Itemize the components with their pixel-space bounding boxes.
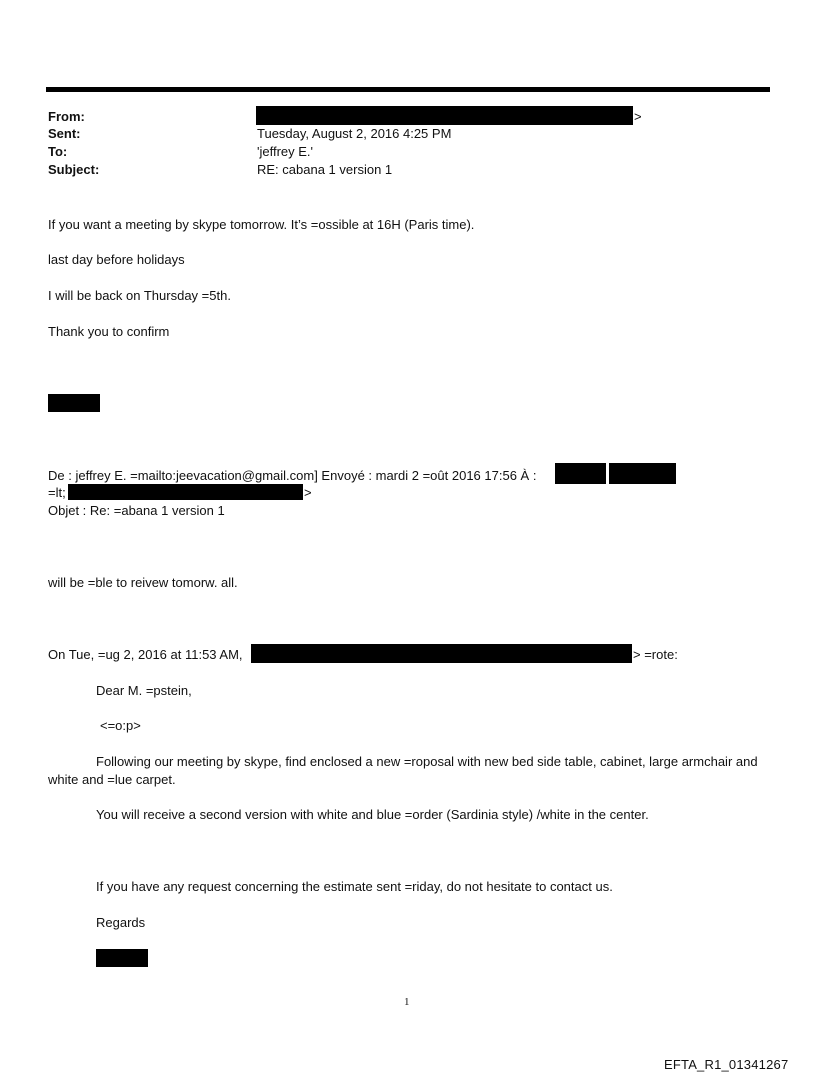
sent-value: Tuesday, August 2, 2016 4:25 PM [257, 126, 452, 141]
body-line-4: Thank you to confirm [48, 324, 170, 339]
redaction-to-1 [555, 463, 606, 484]
body-line-3: I will be back on Thursday =5th. [48, 288, 231, 303]
quoted-on-suffix: > =rote: [633, 647, 678, 662]
quoted-para-1: Following our meeting by skype, find enclosed a new =roposal with new bed side table, cabinet, large armchair and white and =lue carpet. [48, 754, 758, 787]
bates-number: EFTA_R1_01341267 [664, 1057, 789, 1072]
forward-lt-prefix: =lt; [48, 485, 66, 500]
quoted-op: <=o:p> [100, 718, 141, 733]
quoted-dear: Dear M. =pstein, [96, 683, 192, 698]
body-line-2: last day before holidays [48, 252, 185, 267]
redaction-from [256, 106, 633, 125]
redaction-to-3 [68, 484, 303, 500]
body-line-1: If you want a meeting by skype tomorrow. It’s =ossible at 16H (Paris time). [48, 217, 475, 232]
redaction-regards-name [96, 949, 148, 967]
forward-reply: will be =ble to reivew tomorw. all. [48, 575, 238, 590]
subject-value: RE: cabana 1 version 1 [257, 162, 393, 177]
quoted-regards: Regards [96, 915, 146, 930]
redaction-sender [251, 644, 632, 663]
subject-label: Subject: [48, 162, 100, 177]
from-suffix: > [634, 109, 642, 124]
forward-lt-suffix: > [304, 485, 312, 500]
forward-de-line: De : jeffrey E. =mailto:jeevacation@gmail.com] Envoyé : mardi 2 =oût 2016 17:56 À : [48, 468, 537, 483]
header-rule [46, 87, 770, 92]
sent-label: Sent: [48, 126, 81, 141]
quoted-on-prefix: On Tue, =ug 2, 2016 at 11:53 AM, [48, 647, 243, 662]
page-number: 1 [404, 996, 410, 1008]
from-label: From: [48, 109, 85, 124]
to-label: To: [48, 144, 68, 159]
redaction-to-2 [609, 463, 676, 484]
quoted-para-3: If you have any request concerning the estimate sent =riday, do not hesitate to contact us. [96, 879, 613, 894]
quoted-para-2: You will receive a second version with white and blue =order (Sardinia style) /white in the center. [96, 807, 649, 822]
to-value: 'jeffrey E.' [257, 144, 314, 159]
forward-objet: Objet : Re: =abana 1 version 1 [48, 503, 225, 518]
redaction-signature [48, 394, 100, 412]
